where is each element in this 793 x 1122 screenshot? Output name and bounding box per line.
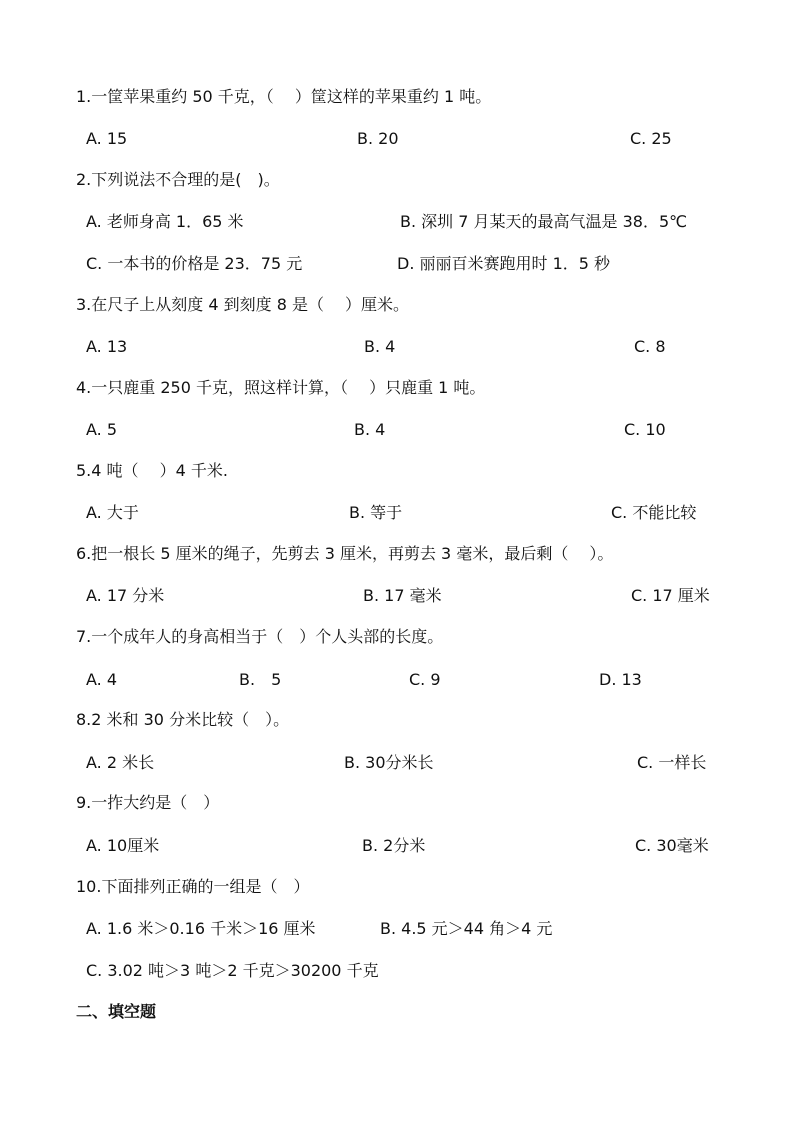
q1-option-c: C. 25 <box>630 129 672 148</box>
q3-option-a: A. 13 <box>86 337 128 356</box>
q8-option-b: B. 30分米长 <box>344 753 434 772</box>
q5-option-c: C. 不能比较 <box>611 503 697 522</box>
question-8: 8.2 米和 30 分米比较（ ）。 <box>76 710 290 729</box>
question-5: 5.4 吨（ ）4 千米. <box>76 461 228 480</box>
q10-option-c: C. 3.02 吨＞3 吨＞2 千克＞30200 千克 <box>86 961 379 980</box>
q2-option-d: D. 丽丽百米赛跑用时 1．5 秒 <box>397 254 611 273</box>
q9-option-c: C. 30毫米 <box>635 836 709 855</box>
q9-option-a: A. 10厘米 <box>86 836 160 855</box>
q4-option-c: C. 10 <box>624 420 666 439</box>
question-6: 6.把一根长 5 厘米的绳子，先剪去 3 厘米，再剪去 3 毫米，最后剩（ ）。 <box>76 544 614 563</box>
q5-option-a: A. 大于 <box>86 503 139 522</box>
q8-option-c: C. 一样长 <box>637 753 707 772</box>
question-4: 4.一只鹿重 250 千克，照这样计算，（ ）只鹿重 1 吨。 <box>76 378 486 397</box>
q8-option-a: A. 2 米长 <box>86 753 155 772</box>
q5-option-b: B. 等于 <box>349 503 403 522</box>
q2-option-b: B. 深圳 7 月某天的最高气温是 38．5℃ <box>400 212 688 231</box>
question-3: 3.在尺子上从刻度 4 到刻度 8 是（ ）厘米。 <box>76 295 410 314</box>
question-9: 9.一拃大约是（ ） <box>76 793 220 812</box>
q10-option-b: B. 4.5 元＞44 角＞4 元 <box>380 919 553 938</box>
q6-option-a: A. 17 分米 <box>86 586 165 605</box>
q4-option-a: A. 5 <box>86 420 118 439</box>
q7-option-b: B. 5 <box>239 670 282 689</box>
q9-option-b: B. 2分米 <box>362 836 426 855</box>
question-7: 7.一个成年人的身高相当于（ ）个人头部的长度。 <box>76 627 444 646</box>
q7-option-c: C. 9 <box>409 670 441 689</box>
q1-option-a: A. 15 <box>86 129 128 148</box>
q6-option-c: C. 17 厘米 <box>631 586 710 605</box>
q3-option-c: C. 8 <box>634 337 666 356</box>
question-10: 10.下面排列正确的一组是（ ） <box>76 877 310 896</box>
q1-option-b: B. 20 <box>357 129 399 148</box>
q4-option-b: B. 4 <box>354 420 386 439</box>
q2-option-a: A. 老师身高 1．65 米 <box>86 212 244 231</box>
question-1: 1.一筐苹果重约 50 千克，（ ）筐这样的苹果重约 1 吨。 <box>76 87 492 106</box>
q6-option-b: B. 17 毫米 <box>363 586 442 605</box>
q2-option-c: C. 一本书的价格是 23．75 元 <box>86 254 303 273</box>
question-2: 2.下列说法不合理的是( )。 <box>76 170 280 189</box>
q10-option-a: A. 1.6 米＞0.16 千米＞16 厘米 <box>86 919 316 938</box>
section-heading: 二、填空题 <box>76 1002 157 1021</box>
q7-option-d: D. 13 <box>599 670 642 689</box>
q3-option-b: B. 4 <box>364 337 396 356</box>
q7-option-a: A. 4 <box>86 670 118 689</box>
